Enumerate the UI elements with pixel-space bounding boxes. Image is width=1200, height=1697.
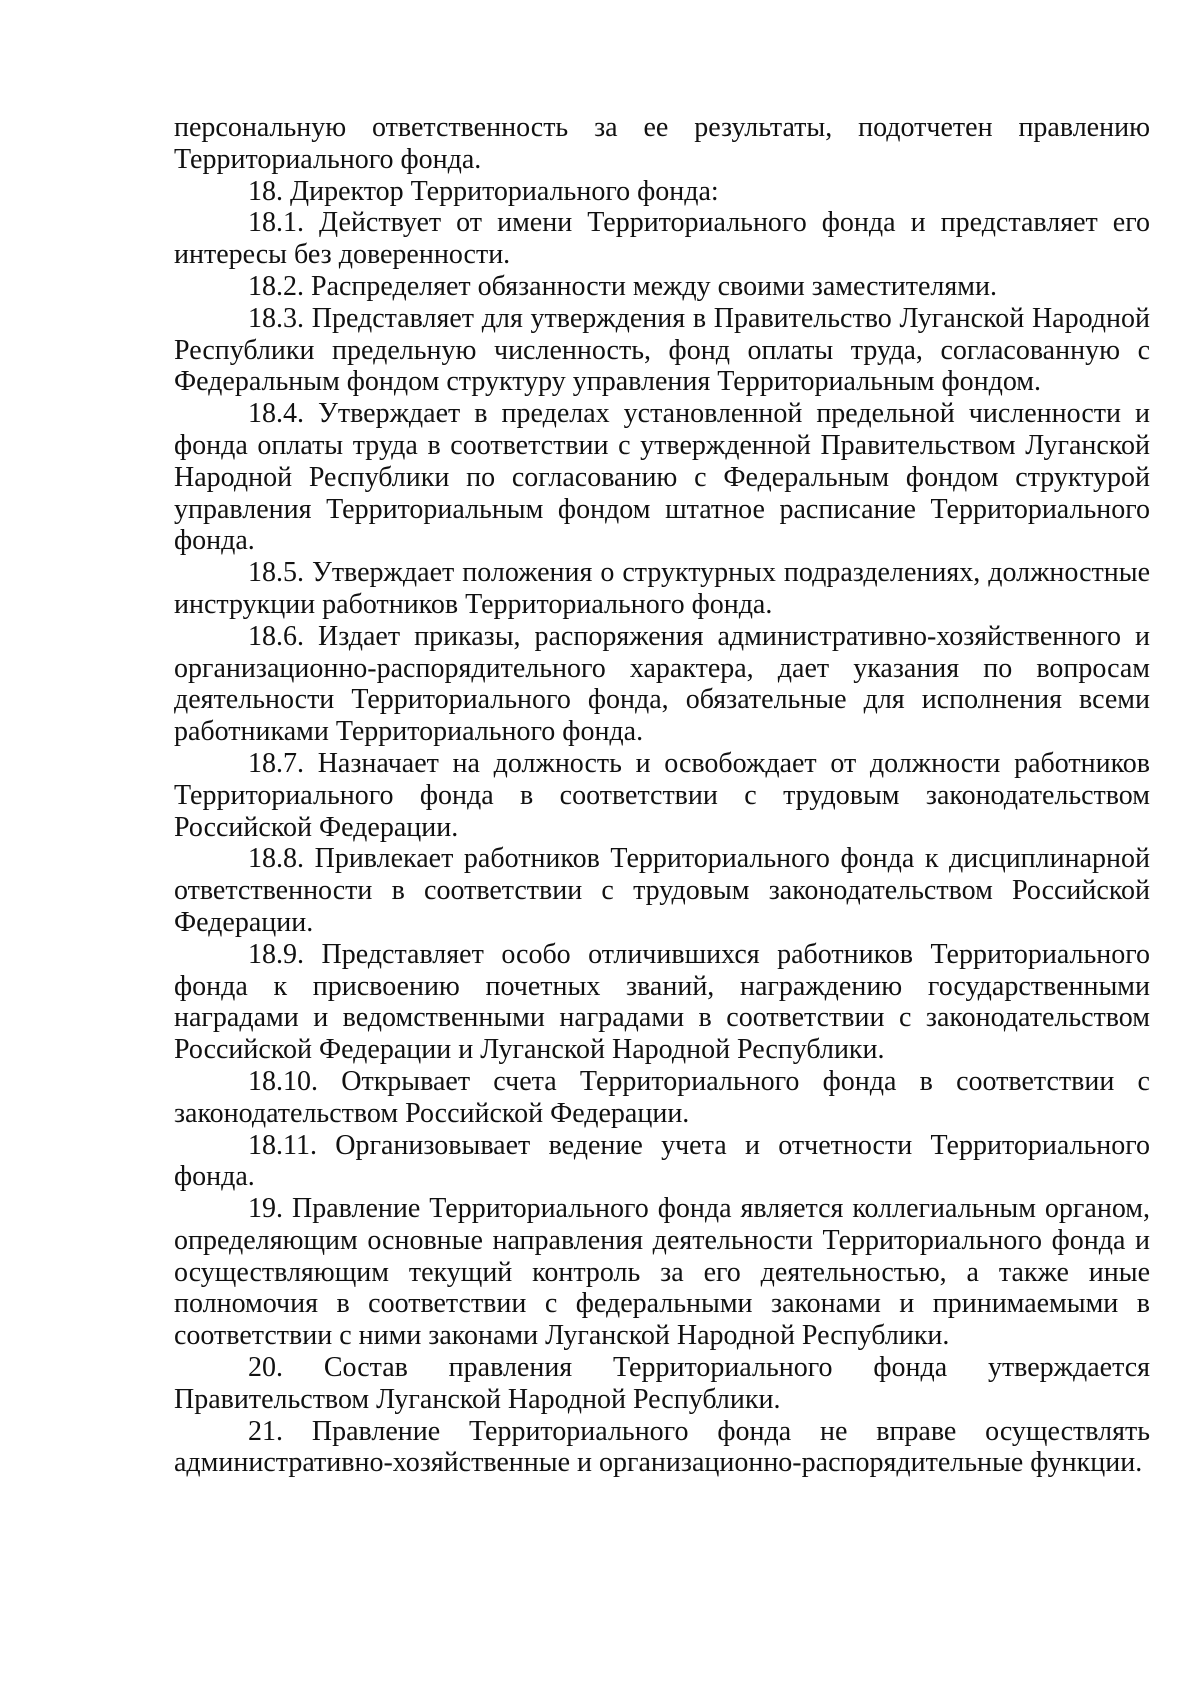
clause-number: 21.: [248, 1415, 283, 1447]
clause-text: Представляет особо отличившихся работников Территориального фонда к присвоению почетных званий, награждению государственными наградами и ведомственными наградами в соответствии с законодательством Российской Федерации и Луганской Народной Республики.: [174, 938, 1151, 1066]
clause-number: 18.3.: [248, 302, 304, 334]
clause-text: Директор Территориального фонда:: [290, 175, 719, 207]
clause-18-11: [174, 1130, 1150, 1194]
clause-18-7: [174, 748, 1150, 843]
document-page: [174, 112, 1150, 1479]
clause-text: Открывает счета Территориального фонда в соответствии с законодательством Российской Федерации.: [174, 1065, 1150, 1129]
clause-18-3: [174, 303, 1150, 398]
clause-18-9: [174, 939, 1150, 1066]
clause-text: Привлекает работников Территориального фонда к дисциплинарной ответственности в соответствии с трудовым законодательством Российской Федерации.: [174, 843, 1151, 938]
clause-number: 18.4.: [248, 398, 304, 430]
paragraph-continuation: [174, 112, 1150, 176]
clause-text: Представляет для утверждения в Правительство Луганской Народной Республики предельную численность, фонд оплаты труда, согласованную с Федеральным фондом структуру управления Территориальным фондом.: [174, 302, 1151, 398]
clause-number: 18.: [248, 175, 283, 207]
clause-18-6: [174, 621, 1150, 748]
clause-text: Распределяет обязанности между своими заместителями.: [311, 270, 997, 302]
clause-19: [174, 1193, 1150, 1352]
clause-18-1: [174, 207, 1150, 271]
clause-number: 18.7.: [248, 747, 304, 779]
clause-number: 18.11.: [248, 1129, 317, 1161]
clause-number: 20.: [248, 1352, 283, 1384]
clause-18-5: [174, 557, 1150, 621]
clause-text: Утверждает положения о структурных подразделениях, должностные инструкции работников Территориального фонда.: [174, 557, 1150, 620]
clause-text: Действует от имени Территориального фонда и представляет его интересы без доверенности.: [174, 207, 1150, 271]
paragraph-text: персональную ответственность за ее результаты, подотчетен правлению Территориального фонда.: [174, 112, 1150, 175]
clause-text: Издает приказы, распоряжения административно-хозяйственного и организационно-распорядительного характера, дает указания по вопросам деятельности Территориального фонда, обязательные для исполнения всеми работниками Территориального фонда.: [174, 620, 1150, 748]
clause-text: Утверждает в пределах установленной предельной численности и фонда оплаты труда в соответствии с утвержденной Правительством Луганской Народной Республики по согласованию с Федеральным фондом структурой управления Территориальным фондом штатное расписание Территориального фонда.: [174, 398, 1151, 557]
clause-number: 18.2.: [248, 270, 304, 302]
clause-18-10: [174, 1066, 1150, 1130]
clause-number: 18.10.: [248, 1065, 318, 1097]
clause-text: Организовывает ведение учета и отчетности Территориального фонда.: [174, 1129, 1151, 1193]
clause-18-8: [174, 843, 1150, 938]
clause-number: 18.8.: [248, 843, 304, 875]
clause-text: Состав правления Территориального фонда утверждается Правительством Луганской Народной Республики.: [174, 1352, 1150, 1415]
clause-number: 18.1.: [248, 207, 304, 239]
clause-text: Назначает на должность и освобождает от должности работников Территориального фонда в соответствии с трудовым законодательством Российской Федерации.: [174, 747, 1151, 843]
clause-number: 18.6.: [248, 620, 304, 652]
clause-20: [174, 1352, 1150, 1416]
clause-number: 18.5.: [248, 557, 304, 589]
clause-text: Правление Территориального фонда является коллегиальным органом, определяющим основные направления деятельности Территориального фонда и осуществляющим текущий контроль за его деятельностью, а также иные полномочия в соответствии с федеральными законами и принимаемыми в соответствии с ними законами Луганской Народной Республики.: [174, 1193, 1151, 1352]
clause-number: 19.: [248, 1193, 283, 1225]
clause-18-4: [174, 398, 1150, 557]
clause-18-2: [174, 271, 1150, 303]
clause-21: [174, 1416, 1150, 1480]
clause-18: [174, 176, 1150, 208]
clause-number: 18.9.: [248, 938, 304, 970]
clause-text: Правление Территориального фонда не вправе осуществлять административно-хозяйственные и организационно-распорядительные функции.: [174, 1415, 1150, 1479]
